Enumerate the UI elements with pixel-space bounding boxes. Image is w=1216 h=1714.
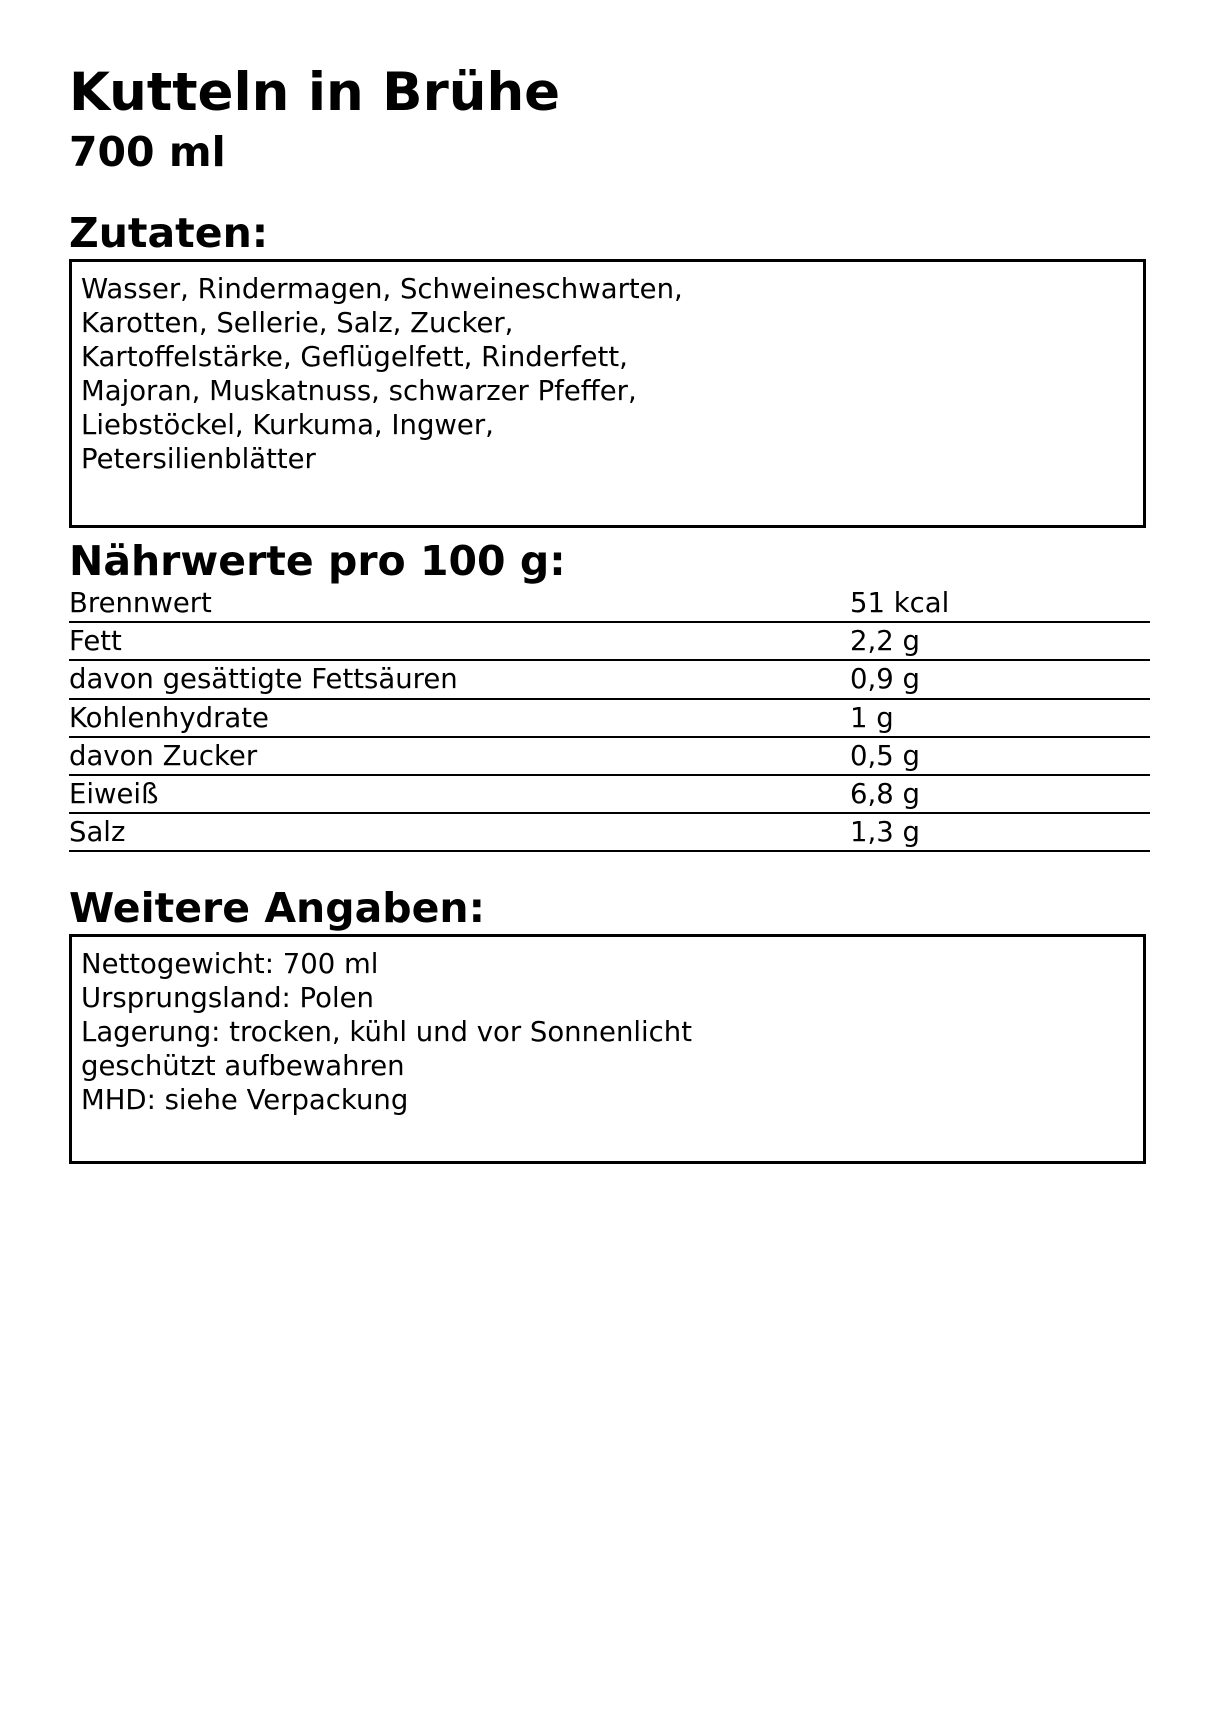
more-info-line: Nettogewicht: 700 ml	[81, 948, 379, 980]
nutrition-row	[69, 700, 1150, 738]
nutrition-label: Fett	[69, 625, 122, 658]
more-info-line: Ursprungsland: Polen	[81, 982, 374, 1014]
nutrition-label: Brennwert	[69, 587, 212, 619]
product-volume: 700 ml	[69, 128, 226, 176]
product-title: Kutteln in Brühe	[69, 62, 561, 123]
nutrition-label: davon Zucker	[69, 739, 258, 772]
nutrition-value: 2,2 g	[850, 625, 920, 658]
ingredients-line: Liebstöckel, Kurkuma, Ingwer,	[81, 409, 494, 441]
more-info-box	[69, 934, 1146, 1164]
ingredients-line: Karotten, Sellerie, Salz, Zucker,	[81, 307, 514, 339]
nutrition-label: Kohlenhydrate	[69, 701, 269, 734]
ingredients-line: Kartoffelstärke, Geflügelfett, Rinderfett,	[81, 341, 628, 373]
nutrition-value: 6,8 g	[850, 777, 920, 810]
ingredients-heading: Zutaten:	[69, 209, 269, 257]
nutrition-row	[69, 623, 1150, 661]
more-info-line: Lagerung: trocken, kühl und vor Sonnenlicht	[81, 1016, 693, 1048]
nutrition-label: Salz	[69, 816, 126, 849]
nutrition-value: 1 g	[850, 701, 894, 734]
nutrition-heading: Nährwerte pro 100 g:	[69, 537, 566, 585]
nutrition-value: 1,3 g	[850, 816, 920, 849]
nutrition-value: 0,5 g	[850, 739, 920, 772]
nutrition-row	[69, 738, 1150, 776]
nutrition-label: Eiweiß	[69, 777, 159, 810]
ingredients-line: Petersilienblätter	[81, 443, 316, 475]
nutrition-row	[69, 776, 1150, 814]
nutrition-label: davon gesättigte Fettsäuren	[69, 663, 458, 696]
ingredients-line: Wasser, Rindermagen, Schweineschwarten,	[81, 273, 683, 305]
more-info-line: geschützt aufbewahren	[81, 1050, 405, 1082]
nutrition-row	[69, 661, 1150, 699]
nutrition-table	[69, 585, 1150, 852]
nutrition-row	[69, 585, 1150, 623]
nutrition-row	[69, 814, 1150, 852]
more-info-heading: Weitere Angaben:	[69, 884, 486, 932]
more-info-line: MHD: siehe Verpackung	[81, 1084, 409, 1116]
ingredients-box	[69, 259, 1146, 528]
nutrition-value: 0,9 g	[850, 663, 920, 696]
ingredients-line: Majoran, Muskatnuss, schwarzer Pfeffer,	[81, 375, 637, 407]
nutrition-value: 51 kcal	[850, 587, 950, 619]
